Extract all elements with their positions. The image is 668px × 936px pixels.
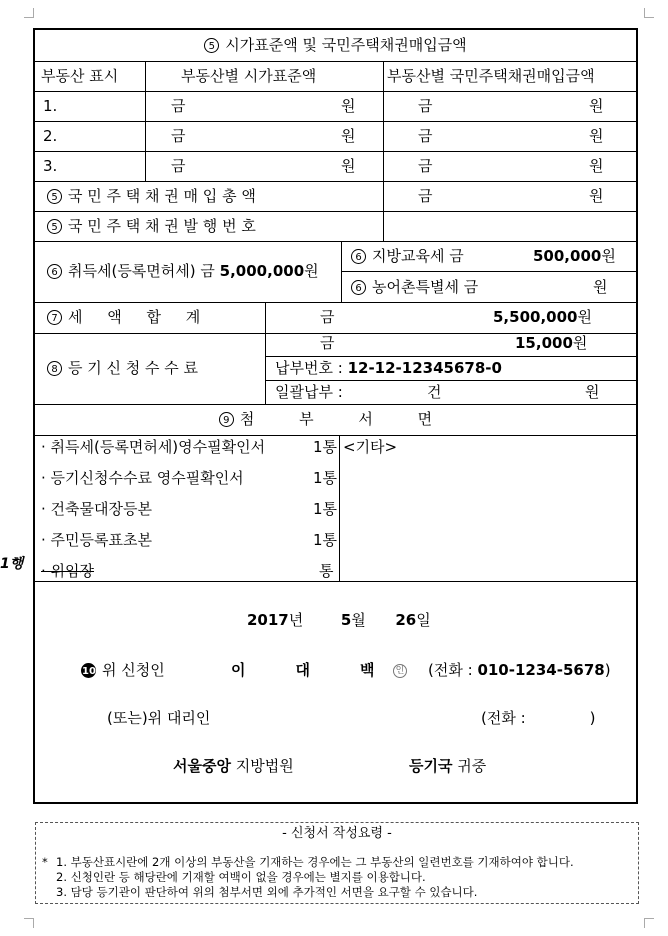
side-mark: 1행 <box>0 556 24 572</box>
crop-mark <box>644 8 654 18</box>
instructions-title: - 신청서 작성요령 - <box>282 826 392 841</box>
fee-label: 8 등 기 신 청 수 수 료 <box>47 359 198 377</box>
agent-label: (또는)위 대리인 <box>107 709 211 727</box>
court-name: 서울중앙 지방법원 <box>173 757 294 775</box>
header-property: 부동산 표시 <box>41 67 119 85</box>
attachments-title: 9 첨 부 서 면 <box>35 410 636 428</box>
applicant-name: 이 대 백 <box>231 661 375 679</box>
crop-mark <box>644 918 654 928</box>
instruction-item: 3. 담당 등기관이 판단하여 위의 첨부서면 외에 추가적인 서면을 요구할 수 있습니다. <box>56 885 478 899</box>
crop-mark <box>24 918 34 928</box>
fee-amount: 15,000원 <box>515 334 588 352</box>
header-bond-amount: 부동산별 국민주택채권매입금액 <box>387 67 595 85</box>
applicant-label: 10 위 신청인 <box>82 661 165 679</box>
section5-title: 5 시가표준액 및 국민주택채권매입금액 <box>35 36 636 54</box>
other-label: <기타> <box>343 438 398 456</box>
payment-number: 납부번호 : 12-12-12345678-0 <box>275 359 502 377</box>
tax-total-label: 7 세 액 합 계 <box>47 308 210 326</box>
header-standard-price: 부동산별 시가표준액 <box>181 67 317 85</box>
bond-total-label: 5 국 민 주 택 채 권 매 입 총 액 <box>47 187 256 205</box>
instruction-item: 2. 신청인란 등 해당란에 기재할 여백이 없을 경우에는 별지를 이용합니다. <box>56 870 426 884</box>
tax-total-amount: 5,500,000원 <box>493 308 592 326</box>
agent-phone: (전화 : ) <box>481 709 596 727</box>
application-form: 5 시가표준액 및 국민주택채권매입금액 부동산 표시 부동산별 시가표준액 부동산별 국민주택채권매입금액 1. 금 원 금 원 2. 금 원 금 원 3. 금 원 금 원 5 국 민 주 택 채 권 매 입 총 액 금 원 5 국 민 주 택 채 권 발 행 번 호 6 취득세(등록면허세) 금 5,000,000원 6 지방교육세 금 500,000원 6 농어촌특별세 금 원 7 세 액 합 계 금 5,500,000원 8 등 기 신 청 수 수 료 금 15,000원 납부번호 : 12-12-12345678-0 일괄납부 : 건 원 9 첨 부 서 면 · 취득세(등록면허세)영수필확인서 1통 · 등기신청수수료 영수필확인서 1통 · 건축물대장등본 1통 · 주민등록표초본 1통 · 위임장 통 <기타> 2017년 5월 26일 10 위 신청인 이 대 백 인 (전화 : 010-1234-5678) (또는)위 대리인 (전화 : ) 서울중앙 지방법원 등기국 귀중 <box>33 28 638 804</box>
education-tax: 6 지방교육세 금 <box>351 247 464 265</box>
crop-mark <box>24 8 34 18</box>
date: 2017년 5월 26일 <box>247 611 431 629</box>
registry-office: 등기국 귀중 <box>409 757 487 775</box>
rural-tax: 6 농어촌특별세 금 <box>351 278 478 296</box>
acquisition-tax: 6 취득세(등록면허세) 금 5,000,000원 <box>47 262 319 280</box>
instruction-item: 1. 부동산표시란에 2개 이상의 부동산을 기재하는 경우에는 그 부동산의 일련번호를 기재하여야 합니다. <box>56 855 574 869</box>
bond-number-label: 5 국 민 주 택 채 권 발 행 번 호 <box>47 217 256 235</box>
seal-mark: 인 <box>393 664 407 678</box>
applicant-phone: (전화 : 010-1234-5678) <box>428 661 611 679</box>
instructions-box: - 신청서 작성요령 - * 1. 부동산표시란에 2개 이상의 부동산을 기재하는 경우에는 그 부동산의 일련번호를 기재하여야 합니다. 2. 신청인란 등 해당란에 기재할 여백이 없을 경우에는 별지를 이용합니다. 3. 담당 등기관이 판단하여 위의 첨부서면 외에 추가적인 서면을 요구할 수 있습니다. <box>35 822 639 904</box>
